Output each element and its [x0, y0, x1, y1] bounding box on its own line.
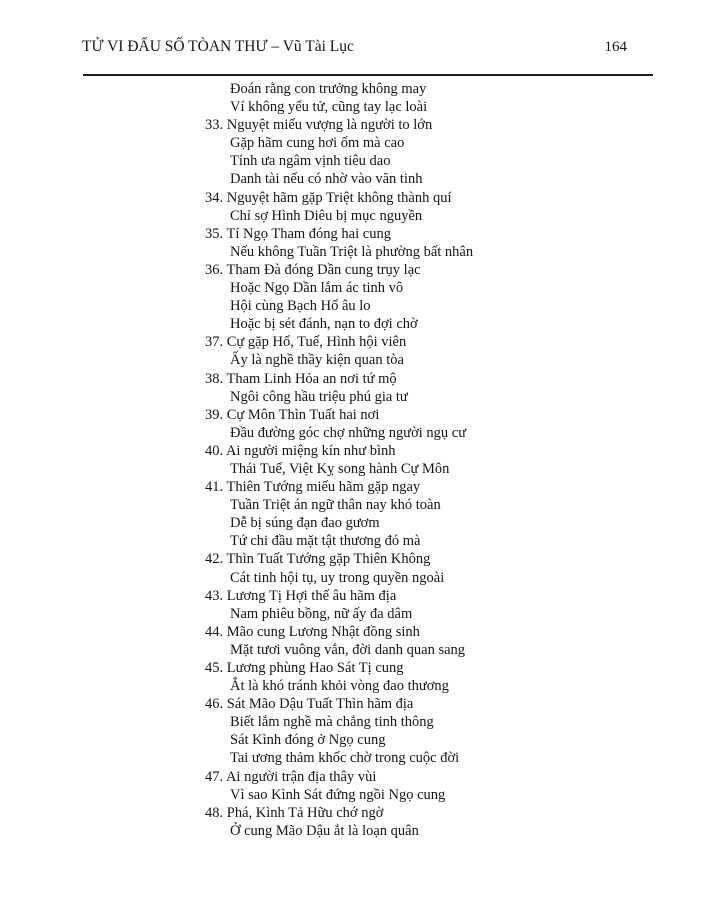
verse-body — [205, 80, 665, 840]
verse-line: 42. Thìn Tuất Tướng gặp Thiên Không — [205, 551, 431, 568]
verse-number: 47. — [205, 768, 226, 785]
verse-line: 40. Ai người miệng kín như bình — [205, 442, 396, 459]
verse-line: 43. Lương Tị Hợi thế âu hãm địa — [205, 587, 397, 604]
header-rule — [83, 74, 653, 76]
verse-number: 40. — [205, 442, 226, 459]
verse-line: 47. Ai người trận địa thây vùi — [205, 768, 377, 785]
verse-line: 44. Mão cung Lương Nhật đồng sinh — [205, 623, 420, 640]
running-title: TỬ VI ĐẨU SỐ TÒAN THƯ – Vũ Tài Lục — [82, 38, 354, 55]
verse-line: Mặt tươi vuông vắn, đời danh quan sang — [230, 641, 466, 658]
page-number: 164 — [604, 39, 627, 55]
verse-line: Ngôi công hầu triệu phú gia tư — [230, 388, 408, 405]
verse-line: 45. Lương phùng Hao Sát Tị cung — [205, 660, 404, 676]
verse-line: Biết lắm nghề mà chẳng tinh thông — [230, 714, 434, 731]
verse-line: Ấy là nghề thầy kiện quan tòa — [230, 352, 404, 369]
verse-line: Đoán rằng con trưởng không may — [230, 81, 427, 97]
verse-line: Cát tinh hội tụ, uy trong quyền ngoài — [230, 569, 445, 586]
verse-number: 34. — [205, 189, 227, 206]
verse-number: 42. — [205, 551, 227, 568]
verse-line: 46. Sát Mão Dậu Tuất Thìn hãm địa — [205, 696, 414, 713]
verse-number: 36. — [205, 261, 227, 278]
verse-line: Ắt là khó tránh khỏi vòng đao thương — [230, 678, 449, 695]
verse-line: Tính ưa ngâm vịnh tiêu dao — [230, 153, 391, 170]
verse-line: Danh tài nếu có nhờ vào văn tinh — [230, 171, 423, 188]
verse-number: 33. — [205, 117, 227, 134]
verse-line: 34. Nguyệt hãm gặp Triệt không thành quí — [205, 189, 452, 206]
verse-line: Tai ương thảm khốc chờ trong cuộc đời — [230, 750, 460, 767]
verse-line: Ví không yểu tử, cũng tay lạc loài — [230, 99, 428, 116]
verse-line: Hoặc Ngọ Dần lắm ác tinh vô — [230, 280, 404, 297]
verse-line: Tứ chi đầu mặt tật thương đó mà — [230, 533, 421, 550]
verse-line: 48. Phá, Kình Tả Hữu chớ ngờ — [205, 804, 384, 821]
verse-line: 37. Cự gặp Hổ, Tuế, Hình hội viên — [205, 334, 407, 351]
verse-line: Sát Kình đóng ở Ngọ cung — [230, 732, 386, 749]
verse-line: Hoặc bị sét đánh, nạn to đợi chờ — [230, 316, 418, 333]
verse-line: Nam phiêu bồng, nữ ấy đa dâm — [230, 605, 413, 622]
verse-number: 43. — [205, 587, 227, 604]
verse-line: 33. Nguyệt miếu vượng là người to lớn — [205, 117, 433, 134]
verse-number: 45. — [205, 660, 227, 676]
verse-line: Ở cung Mão Dậu ắt là loạn quân — [230, 822, 419, 839]
verse-line: Dễ bị súng đạn đao gươm — [230, 515, 380, 532]
verse-line: 35. Tí Ngọ Tham đóng hai cung — [205, 225, 391, 242]
verse-line: 36. Tham Đà đóng Dần cung trụy lạc — [205, 261, 421, 278]
verse-line: Nếu không Tuần Triệt là phường bất nhân — [230, 243, 474, 260]
verse-line: 39. Cự Môn Thìn Tuất hai nơi — [205, 406, 380, 423]
verse-line: Hội cùng Bạch Hổ âu lo — [230, 298, 371, 315]
verse-number: 38. — [205, 370, 227, 387]
verse-line: Gặp hãm cung hơi ốm mà cao — [230, 135, 405, 152]
verse-line: Đầu đường góc chợ những người ngụ cư — [230, 424, 467, 441]
verse-number: 44. — [205, 623, 227, 640]
verse-number: 48. — [205, 804, 227, 821]
page-header — [82, 38, 653, 56]
verse-number: 39. — [205, 406, 227, 423]
verse-line: 38. Tham Linh Hỏa an nơi tứ mộ — [205, 370, 397, 387]
verse-number: 46. — [205, 696, 227, 713]
verse-line: 41. Thiên Tướng miếu hãm gặp ngay — [205, 479, 421, 496]
verse-line: Tuần Triệt án ngữ thân nay khó toàn — [230, 497, 441, 514]
verse-number: 37. — [205, 334, 227, 351]
verse-line: Chỉ sợ Hình Diêu bị mục nguyền — [230, 207, 423, 224]
verse-line: Thái Tuế, Việt Kỵ song hành Cự Môn — [230, 460, 450, 477]
verse-number: 35. — [205, 225, 227, 242]
verse-number: 41. — [205, 479, 227, 496]
verse-line: Vì sao Kình Sát đứng ngồi Ngọ cung — [230, 786, 446, 803]
